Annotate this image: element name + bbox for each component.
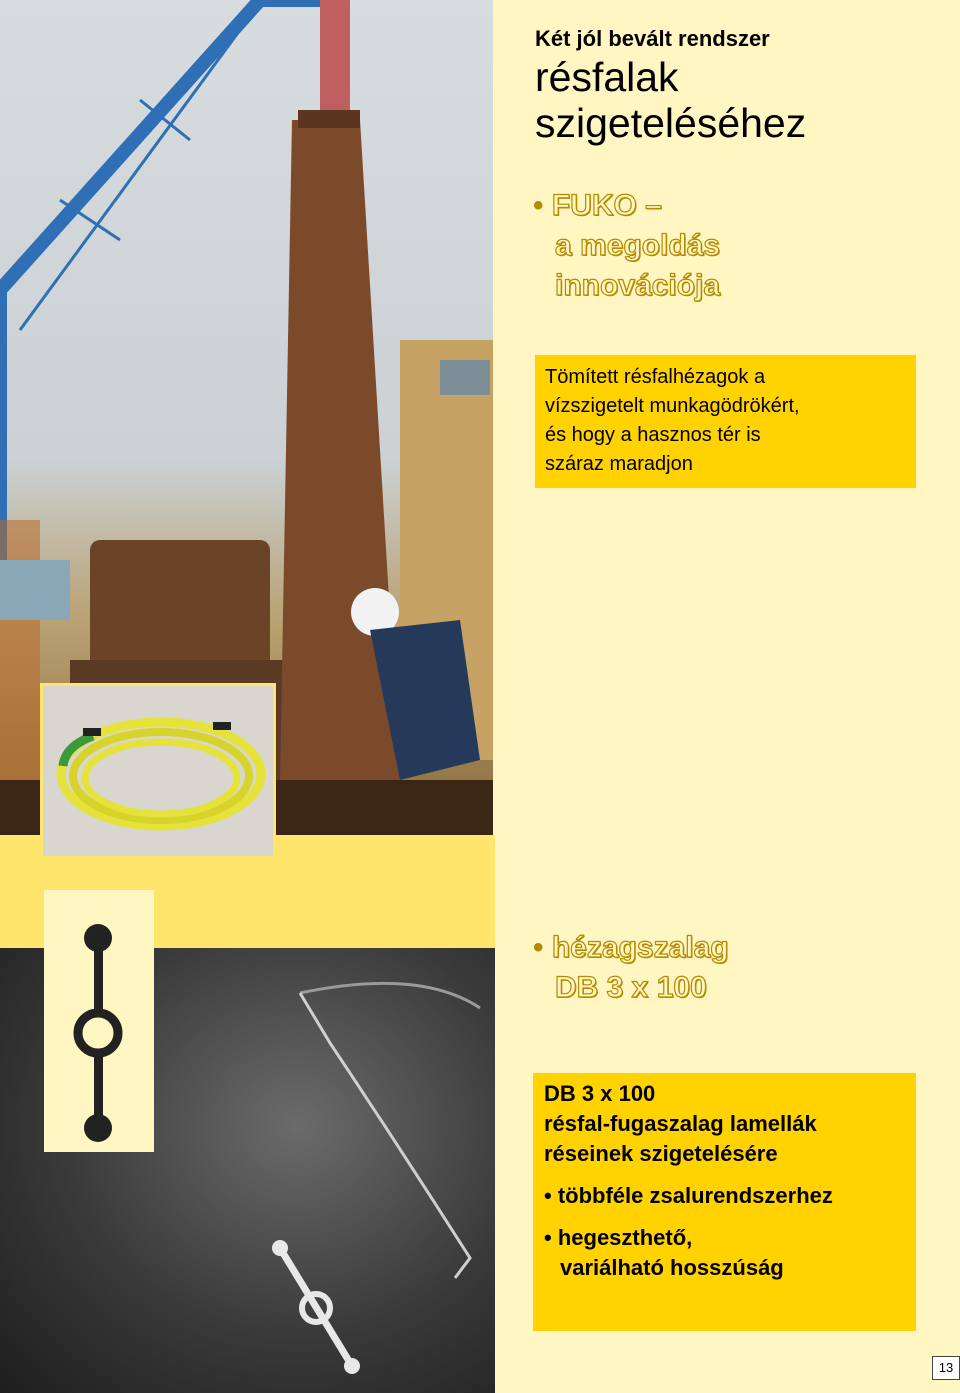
- kicker-heading: Két jól bevált rendszer: [535, 26, 770, 51]
- strip-profile-drawing: [44, 890, 154, 1152]
- product-line2: DB 3 x 100: [555, 971, 707, 1004]
- bullet-icon: •: [533, 931, 544, 964]
- info-line: száraz maradjon: [545, 453, 693, 475]
- fuko-line2: a megoldás: [555, 229, 721, 262]
- product-subheading: [533, 928, 729, 1008]
- main-heading: [535, 54, 806, 146]
- page-number: 13: [932, 1356, 960, 1380]
- feature-text-cont: variálható hosszúság: [560, 1255, 784, 1280]
- bullet-icon: •: [533, 189, 544, 222]
- hose-coil-illustration: [43, 686, 273, 856]
- feature-item: [544, 1223, 916, 1253]
- feature-text: hegeszthető,: [557, 1225, 693, 1250]
- product-line1: hézagszalag: [551, 931, 729, 964]
- main-heading-line2: szigeteléséhez: [535, 100, 807, 146]
- joint-strip-profile-icon: [44, 890, 154, 1152]
- feature-item: [544, 1181, 916, 1211]
- main-heading-line1: résfalak: [535, 54, 679, 100]
- bullet-icon: •: [544, 1183, 552, 1208]
- fuko-line3: innovációja: [555, 269, 721, 302]
- feature-text: többféle zsalurendszerhez: [557, 1183, 833, 1208]
- fuko-subheading: [533, 186, 720, 306]
- fuko-line1: FUKO –: [551, 189, 662, 222]
- info-box-product: [533, 1073, 916, 1331]
- hose-coil-photo: [40, 683, 276, 859]
- info-line: és hogy a hasznos tér is: [545, 424, 761, 446]
- product-code: DB 3 x 100: [544, 1081, 656, 1106]
- product-desc-line: résfal-fugaszalag lamellák: [544, 1111, 817, 1136]
- bullet-icon: •: [544, 1225, 552, 1250]
- product-desc-line: réseinek szigetelésére: [544, 1141, 778, 1166]
- info-line: vízszigetelt munkagödrökért,: [545, 395, 800, 417]
- info-line: Tömített résfalhézagok a: [545, 366, 766, 388]
- info-box-fuko: [535, 355, 916, 488]
